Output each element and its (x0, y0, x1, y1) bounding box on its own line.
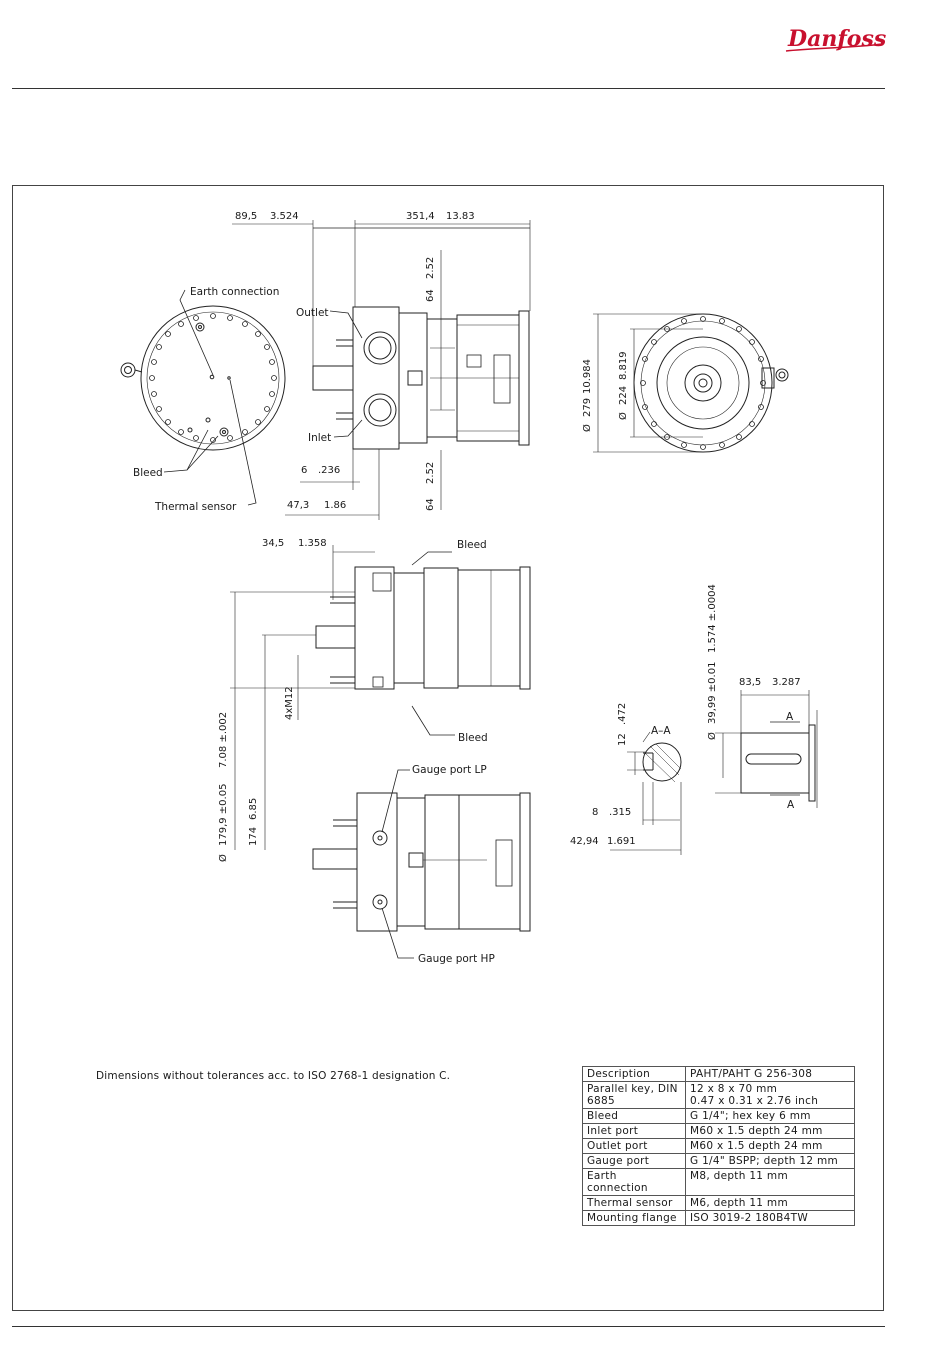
pump-rear-view (634, 314, 788, 452)
spec-key: Bleed (583, 1109, 686, 1124)
callout-section-a-bottom: A (787, 799, 795, 811)
dim-89-5-in: 3.524 (270, 211, 299, 222)
dim-179-9-symbol: Ø (218, 854, 229, 862)
dim-4xm12: 4xM12 (284, 686, 295, 720)
dim-64-bottom-mm: 64 (425, 498, 436, 511)
dim-279-in: 10.984 (582, 359, 593, 394)
pump-side-view-middle (316, 567, 530, 689)
dim-6-mm: 6 (301, 465, 308, 476)
spec-value: ISO 3019-2 180B4TW (686, 1211, 855, 1226)
dim-34-5-mm: 34,5 (262, 538, 285, 549)
dim-64-top-mm: 64 (425, 289, 436, 302)
spec-key: Parallel key, DIN 6885 (583, 1082, 686, 1109)
dim-39-99-mm: 39,99 ±0.01 (707, 661, 718, 724)
dim-174-mm: 174 (248, 826, 259, 846)
spec-key: Outlet port (583, 1139, 686, 1154)
dim-224-in: 8.819 (618, 351, 629, 380)
callout-earth-connection: Earth connection (190, 286, 280, 298)
spec-row (583, 1067, 855, 1082)
spec-row (583, 1139, 855, 1154)
callout-bleed-top: Bleed (457, 539, 487, 551)
spec-row (583, 1124, 855, 1139)
callout-section-a-top: A (786, 711, 794, 723)
spec-value: G 1/4" BSPP; depth 12 mm (686, 1154, 855, 1169)
footer-rule (12, 1326, 885, 1327)
dim-351-4-mm: 351,4 (406, 211, 435, 222)
callout-thermal-sensor: Thermal sensor (155, 501, 237, 513)
callout-section-aa: A–A (651, 725, 671, 737)
spec-row (583, 1082, 855, 1109)
tolerance-note: Dimensions without tolerances acc. to ISO 2768-1 designation C. (96, 1070, 451, 1082)
dim-42-94-in: 1.691 (607, 836, 636, 847)
dim-12-mm: 12 (617, 733, 628, 746)
spec-value: M6, depth 11 mm (686, 1196, 855, 1211)
dim-351-4-in: 13.83 (446, 211, 475, 222)
dim-179-9-in: 7.08 ±.002 (218, 711, 229, 768)
spec-row (583, 1109, 855, 1124)
dim-42-94-mm: 42,94 (570, 836, 599, 847)
shaft-section-aa (643, 743, 681, 782)
dim-47-3-mm: 47,3 (287, 500, 310, 511)
dim-89-5-mm: 89,5 (235, 211, 258, 222)
spec-value: M60 x 1.5 depth 24 mm (686, 1139, 855, 1154)
callout-inlet: Inlet (308, 432, 332, 444)
dim-224-mm: 224 (618, 385, 629, 405)
dim-47-3-in: 1.86 (324, 500, 347, 511)
callout-bleed: Bleed (133, 467, 163, 479)
spec-value: M8, depth 11 mm (686, 1169, 855, 1196)
dim-83-5-mm: 83,5 (739, 677, 762, 688)
dim-179-9-mm: 179,9 ±0.05 (218, 783, 229, 846)
dim-83-5-in: 3.287 (772, 677, 801, 688)
dim-64-top-in: 2.52 (425, 256, 436, 279)
dim-39-99-symbol: Ø (707, 732, 718, 740)
dim-12-in: .472 (617, 702, 628, 725)
spec-value: 12 x 8 x 70 mm 0.47 x 0.31 x 2.76 inch (686, 1082, 855, 1109)
logo-wordmark: Danfoss (788, 26, 886, 52)
flange-front-view (121, 306, 285, 450)
pump-side-view-bottom (313, 793, 530, 931)
callout-gauge-port-hp: Gauge port HP (418, 953, 495, 965)
callout-outlet: Outlet (296, 307, 329, 319)
dim-279-mm: 279 (582, 397, 593, 417)
spec-key: Gauge port (583, 1154, 686, 1169)
callout-bleed-bottom: Bleed (458, 732, 488, 744)
spec-key: Inlet port (583, 1124, 686, 1139)
spec-key: Mounting flange (583, 1211, 686, 1226)
spec-row (583, 1211, 855, 1226)
spec-key: Description (583, 1067, 686, 1082)
spec-table (582, 1066, 855, 1226)
pump-side-view-top (313, 307, 529, 449)
spec-value: G 1/4"; hex key 6 mm (686, 1109, 855, 1124)
dim-8-mm: 8 (592, 807, 599, 818)
dim-224-symbol: Ø (618, 412, 629, 420)
spec-row (583, 1196, 855, 1211)
spec-row (583, 1154, 855, 1169)
spec-value: PAHT/PAHT G 256-308 (686, 1067, 855, 1082)
dim-64-bottom-in: 2.52 (425, 461, 436, 484)
spec-row (583, 1169, 855, 1196)
dim-34-5-in: 1.358 (298, 538, 327, 549)
dim-279-symbol: Ø (582, 424, 593, 432)
spec-key: Thermal sensor (583, 1196, 686, 1211)
callout-gauge-port-lp: Gauge port LP (412, 764, 487, 776)
dim-6-in: .236 (318, 465, 341, 476)
dim-8-in: .315 (609, 807, 632, 818)
dim-174-in: 6.85 (248, 797, 259, 820)
dim-39-99-in: 1.574 ±.0004 (707, 584, 718, 653)
spec-value: M60 x 1.5 depth 24 mm (686, 1124, 855, 1139)
spec-key: Earth connection (583, 1169, 686, 1196)
shaft-key-view (741, 710, 817, 808)
